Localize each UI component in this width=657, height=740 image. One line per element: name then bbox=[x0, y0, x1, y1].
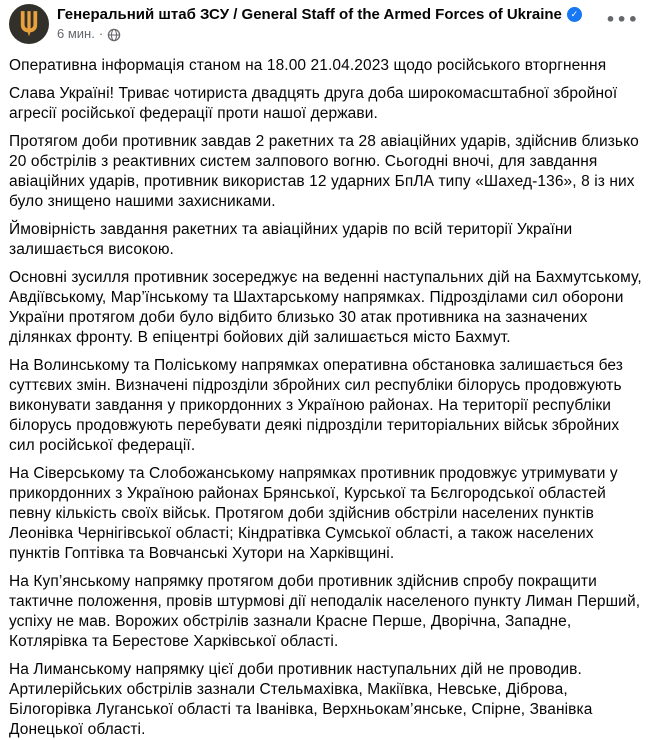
post-paragraph: Основні зусилля противник зосереджує на веденні наступальних дій на Бахмутському, Авдіївському, Мар’їнському та Шахтарському напрямках. Підрозділами сил оборони України протягом доби було відбито близько 30 атак противника на зазначених ділянках фронту. В епіцентрі бойових дій залишається місто Бахмут. bbox=[9, 269, 642, 346]
post-header bbox=[0, 0, 657, 44]
post-paragraph: Протягом доби противник завдав 2 ракетних та 28 авіаційних ударів, здійснив близько 20 обстрілів з реактивних систем залпового вогню. Сьогодні вночі, для завдання авіаційних ударів, противник використав 12 ударних БпЛА типу «Шахед-136», 8 із них було знищено нашими захисниками. bbox=[9, 133, 639, 210]
meta-separator: · bbox=[98, 26, 104, 41]
post-paragraph: Слава Україні! Триває чотириста двадцять друга доба широкомасштабної збройної агресії російської федерації проти нашої держави. bbox=[9, 85, 618, 122]
post-paragraph: На Сіверському та Слобожанському напрямках противник продовжує утримувати у прикордонних з Україною районах Брянської, Курської та Бєлгородської областей певну кількість своїх військ. Протягом доби здійснив обстріли населених пунктів Леонівка Чернігівської області; Кіндратівка Сумської області, а також населених пунктів Гоптівка та Вовчанські Хутори на Харківщині. bbox=[9, 465, 618, 562]
verified-badge-icon: ✓ bbox=[567, 7, 582, 22]
page-avatar[interactable] bbox=[9, 4, 49, 44]
globe-icon bbox=[107, 28, 121, 42]
ukraine-trident-icon bbox=[17, 10, 41, 38]
post-paragraph: Ймовірність завдання ракетних та авіаційних ударів по всій території України залишається високою. bbox=[9, 221, 573, 258]
post-paragraph: На Куп’янському напрямку протягом доби противник здійснив спробу покращити тактичне положення, провів штурмові дії неподалік населеного пункту Лиман Перший, успіху не мав. Ворожих обстрілів зазнали Красне Перше, Дворічна, Западне, Котлярівка та Берестове Харківської області. bbox=[9, 573, 641, 650]
header-text bbox=[57, 3, 641, 42]
post-paragraph: На Волинському та Поліському напрямках оперативна обстановка залишається без суттєвих змін. Визначені підрозділи збройних сил республіки білорусь продовжують виконувати завдання у прикордонних з Україною районах. На території республіки білорусь продовжують перебувати деякі підрозділи територіальних військ збройних сил російської федерації. bbox=[9, 357, 624, 454]
name-row bbox=[57, 5, 641, 24]
page-name[interactable]: Генеральний штаб ЗСУ / General Staff of the Armed Forces of Ukraine bbox=[57, 6, 562, 23]
post-body bbox=[0, 44, 657, 740]
post-paragraph: На Лиманському напрямку цієї доби противник наступальних дій не проводив. Артилерійських обстрілів зазнали Стельмахівка, Макіївка, Невське, Діброва, Білогорівка Луганської області та Іванівка, Верхньокам’янське, Спірне, Званівка Донецької області. bbox=[9, 661, 593, 738]
post-meta bbox=[57, 26, 641, 42]
post-paragraph: Оперативна інформація станом на 18.00 21.04.2023 щодо російського вторгнення bbox=[9, 57, 607, 74]
more-options-button[interactable] bbox=[603, 10, 641, 30]
timestamp[interactable]: 6 мин. bbox=[57, 26, 95, 41]
more-options-icon: ••• bbox=[605, 10, 639, 29]
